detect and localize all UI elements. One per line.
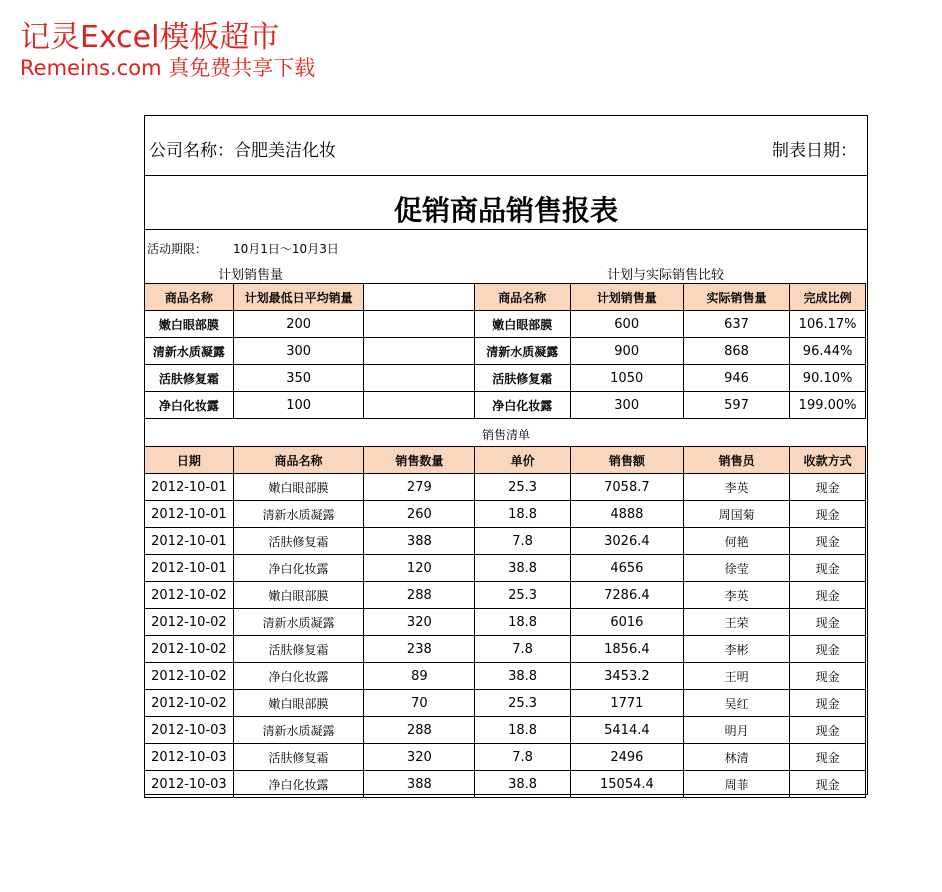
product-name-cell: 嫩白眼部膜	[233, 582, 363, 609]
unit-price-cell: 7.8	[475, 528, 570, 555]
actual-sales-cell: 597	[683, 392, 789, 419]
blank-cell	[364, 392, 474, 419]
date-cell: 2012-10-01	[145, 501, 234, 528]
brand-watermark	[20, 20, 315, 80]
payment-method-cell: 现金	[790, 609, 866, 636]
period-value: 10月1日～10月3日	[233, 242, 339, 256]
unit-price-cell: 25.3	[475, 582, 570, 609]
plan-row	[145, 365, 866, 392]
product-name-cell: 清新水质凝露	[233, 717, 363, 744]
blank-cell	[364, 338, 474, 365]
amount-cell: 7286.4	[570, 582, 683, 609]
quantity-cell: 238	[364, 636, 475, 663]
amount-cell: 1771	[570, 690, 683, 717]
date-cell: 2012-10-03	[145, 744, 234, 771]
planned-sales-cell: 300	[570, 392, 683, 419]
unit-price-cell: 18.8	[475, 717, 570, 744]
period-label: 活动期限：	[147, 242, 208, 256]
table-row	[145, 528, 866, 555]
amount-cell: 2496	[570, 744, 683, 771]
quantity-cell: 320	[364, 609, 475, 636]
compare-header-cell: 实际销售量	[683, 284, 789, 311]
blank-cell	[364, 284, 474, 311]
payment-method-cell: 现金	[790, 582, 866, 609]
quantity-cell: 388	[364, 528, 475, 555]
plan-row	[145, 311, 866, 338]
completion-rate-cell: 106.17%	[790, 311, 866, 338]
salesperson-cell: 周国菊	[684, 501, 790, 528]
sales-header-cell: 日期	[145, 447, 234, 474]
salesperson-cell: 吴红	[684, 690, 790, 717]
plan-row	[145, 338, 866, 365]
compare-header-cell: 计划销售量	[570, 284, 683, 311]
sales-header-cell: 商品名称	[233, 447, 363, 474]
sales-header-cell: 单价	[475, 447, 570, 474]
date-cell: 2012-10-02	[145, 609, 234, 636]
payment-method-cell: 现金	[790, 690, 866, 717]
product-name-cell: 清新水质凝露	[233, 609, 363, 636]
sales-header-cell: 销售额	[570, 447, 683, 474]
product-name-cell: 清新水质凝露	[474, 338, 570, 365]
plan-qty-cell: 350	[233, 365, 364, 392]
amount-cell: 3026.4	[570, 528, 683, 555]
payment-method-cell: 现金	[790, 555, 866, 582]
product-name-cell: 活肤修复霜	[145, 365, 234, 392]
payment-method-cell: 现金	[790, 663, 866, 690]
table-row	[145, 771, 866, 798]
plan-header-cell: 计划最低日平均销量	[233, 284, 364, 311]
amount-cell: 4888	[570, 501, 683, 528]
date-cell: 2012-10-02	[145, 582, 234, 609]
salesperson-cell: 李英	[684, 582, 790, 609]
sales-list-table	[144, 446, 866, 798]
blank-cell	[364, 311, 474, 338]
amount-cell: 3453.2	[570, 663, 683, 690]
date-cell: 2012-10-03	[145, 771, 234, 798]
blank-cell	[364, 365, 474, 392]
sales-header-cell: 销售员	[684, 447, 790, 474]
payment-method-cell: 现金	[790, 744, 866, 771]
table-row	[145, 636, 866, 663]
salesperson-cell: 徐莹	[684, 555, 790, 582]
plan-qty-cell: 100	[233, 392, 364, 419]
product-name-cell: 嫩白眼部膜	[474, 311, 570, 338]
payment-method-cell: 现金	[790, 474, 866, 501]
title-row	[145, 176, 867, 230]
unit-price-cell: 25.3	[475, 690, 570, 717]
product-name-cell: 嫩白眼部膜	[233, 690, 363, 717]
unit-price-cell: 18.8	[475, 501, 570, 528]
actual-sales-cell: 868	[683, 338, 789, 365]
amount-cell: 6016	[570, 609, 683, 636]
company-row	[145, 116, 867, 176]
quantity-cell: 260	[364, 501, 475, 528]
amount-cell: 1856.4	[570, 636, 683, 663]
quantity-cell: 288	[364, 582, 475, 609]
plan-section-label: 计划销售量	[218, 268, 284, 283]
product-name-cell: 活肤修复霜	[233, 528, 363, 555]
product-name-cell: 活肤修复霜	[474, 365, 570, 392]
date-cell: 2012-10-01	[145, 528, 234, 555]
completion-rate-cell: 96.44%	[790, 338, 866, 365]
compare-section-label: 计划与实际销售比较	[607, 268, 725, 283]
sales-list-title-row	[145, 419, 867, 446]
product-name-cell: 净白化妆露	[233, 555, 363, 582]
quantity-cell: 89	[364, 663, 475, 690]
product-name-cell: 嫩白眼部膜	[145, 311, 234, 338]
unit-price-cell: 25.3	[475, 474, 570, 501]
completion-rate-cell: 90.10%	[790, 365, 866, 392]
date-cell: 2012-10-02	[145, 636, 234, 663]
amount-cell: 15054.4	[570, 771, 683, 798]
product-name-cell: 净白化妆露	[233, 771, 363, 798]
product-name-cell: 清新水质凝露	[145, 338, 234, 365]
quantity-cell: 279	[364, 474, 475, 501]
amount-cell: 5414.4	[570, 717, 683, 744]
date-cell: 2012-10-03	[145, 717, 234, 744]
product-name-cell: 净白化妆露	[233, 663, 363, 690]
report-title: 促销商品销售报表	[393, 194, 618, 227]
quantity-cell: 70	[364, 690, 475, 717]
sales-header-cell: 销售数量	[364, 447, 475, 474]
brand-subtitle: Remeins.com 真免费共享下载	[20, 56, 316, 80]
payment-method-cell: 现金	[790, 636, 866, 663]
plan-qty-cell: 200	[233, 311, 364, 338]
sales-header-cell: 收款方式	[790, 447, 866, 474]
date-cell: 2012-10-02	[145, 690, 234, 717]
unit-price-cell: 38.8	[475, 663, 570, 690]
table-row	[145, 609, 866, 636]
actual-sales-cell: 946	[683, 365, 789, 392]
plan-qty-cell: 300	[233, 338, 364, 365]
quantity-cell: 320	[364, 744, 475, 771]
table-row	[145, 690, 866, 717]
quantity-cell: 120	[364, 555, 475, 582]
payment-method-cell: 现金	[790, 501, 866, 528]
amount-cell: 7058.7	[570, 474, 683, 501]
product-name-cell: 嫩白眼部膜	[233, 474, 363, 501]
salesperson-cell: 李彬	[684, 636, 790, 663]
table-row	[145, 663, 866, 690]
unit-price-cell: 38.8	[475, 771, 570, 798]
date-cell: 2012-10-01	[145, 474, 234, 501]
unit-price-cell: 38.8	[475, 555, 570, 582]
sales-list-title: 销售清单	[481, 428, 530, 442]
report-date-label: 制表日期：	[772, 141, 857, 161]
salesperson-cell: 王荣	[684, 609, 790, 636]
salesperson-cell: 王明	[684, 663, 790, 690]
plan-header-cell: 商品名称	[145, 284, 234, 311]
table-row	[145, 717, 866, 744]
table-row	[145, 744, 866, 771]
quantity-cell: 388	[364, 771, 475, 798]
quantity-cell: 288	[364, 717, 475, 744]
salesperson-cell: 李英	[684, 474, 790, 501]
plan-row	[145, 392, 866, 419]
payment-method-cell: 现金	[790, 717, 866, 744]
activity-period	[147, 240, 339, 257]
payment-method-cell: 现金	[790, 771, 866, 798]
payment-method-cell: 现金	[790, 528, 866, 555]
table-row	[145, 474, 866, 501]
product-name-cell: 净白化妆露	[145, 392, 234, 419]
brand-title: 记灵Excel模板超市	[20, 20, 280, 55]
planned-sales-cell: 1050	[570, 365, 683, 392]
unit-price-cell: 7.8	[475, 636, 570, 663]
actual-sales-cell: 637	[683, 311, 789, 338]
plan-header-row	[145, 284, 866, 311]
completion-rate-cell: 199.00%	[790, 392, 866, 419]
plan-compare-table	[144, 283, 866, 419]
amount-cell: 4656	[570, 555, 683, 582]
compare-header-cell: 完成比例	[790, 284, 866, 311]
date-cell: 2012-10-02	[145, 663, 234, 690]
sales-header-row	[145, 447, 866, 474]
sales-list-body	[145, 474, 866, 798]
planned-sales-cell: 600	[570, 311, 683, 338]
salesperson-cell: 周菲	[684, 771, 790, 798]
report-sheet	[144, 115, 868, 795]
salesperson-cell: 林清	[684, 744, 790, 771]
table-row	[145, 582, 866, 609]
unit-price-cell: 18.8	[475, 609, 570, 636]
company-name: 公司名称：合肥美洁化妆	[149, 141, 336, 161]
product-name-cell: 活肤修复霜	[233, 744, 363, 771]
salesperson-cell: 明月	[684, 717, 790, 744]
compare-header-cell: 商品名称	[474, 284, 570, 311]
product-name-cell: 活肤修复霜	[233, 636, 363, 663]
table-row	[145, 555, 866, 582]
table-row	[145, 501, 866, 528]
product-name-cell: 清新水质凝露	[233, 501, 363, 528]
planned-sales-cell: 900	[570, 338, 683, 365]
date-cell: 2012-10-01	[145, 555, 234, 582]
product-name-cell: 净白化妆露	[474, 392, 570, 419]
salesperson-cell: 何艳	[684, 528, 790, 555]
unit-price-cell: 7.8	[475, 744, 570, 771]
